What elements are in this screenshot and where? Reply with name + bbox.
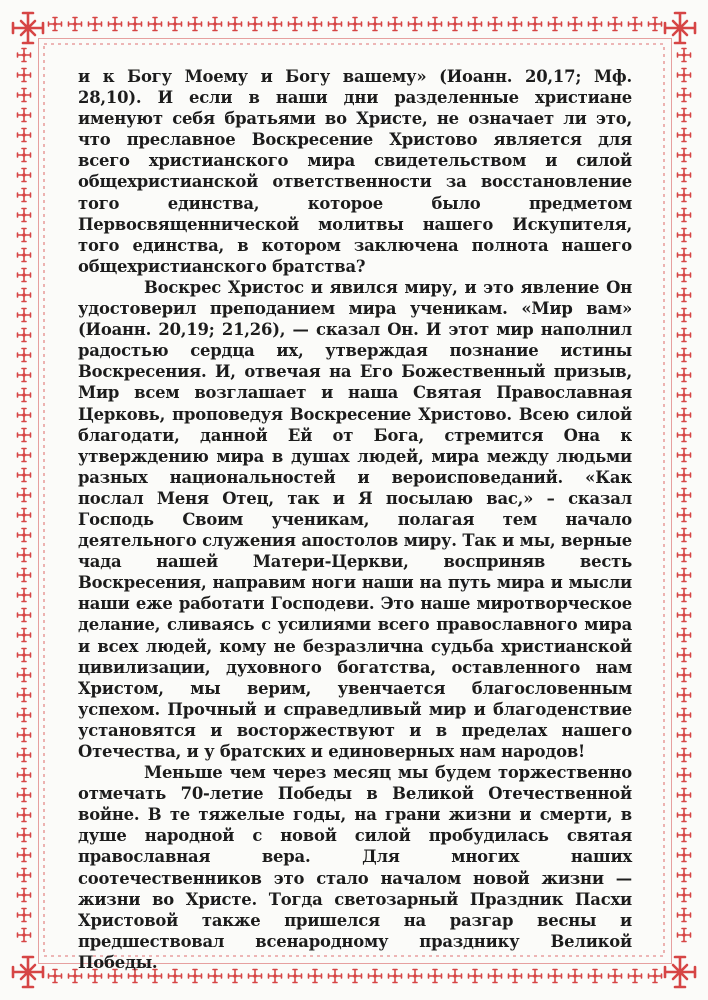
small-cross-icon (678, 729, 691, 742)
small-cross-icon (18, 149, 31, 162)
small-cross-icon (678, 49, 691, 62)
small-cross-icon (18, 789, 31, 802)
small-cross-icon (678, 749, 691, 762)
small-cross-icon (18, 489, 31, 502)
small-cross-icon (289, 18, 302, 31)
corner-cross-icon (13, 13, 43, 43)
small-cross-icon (18, 469, 31, 482)
small-cross-icon (18, 509, 31, 522)
small-cross-icon (678, 69, 691, 82)
small-cross-icon (678, 269, 691, 282)
small-cross-icon (589, 18, 602, 31)
small-cross-icon (18, 889, 31, 902)
small-cross-icon (678, 369, 691, 382)
small-cross-icon (18, 709, 31, 722)
small-cross-icon (18, 909, 31, 922)
small-cross-icon (649, 18, 662, 31)
small-cross-icon (18, 369, 31, 382)
small-cross-icon (18, 569, 31, 582)
small-cross-icon (18, 729, 31, 742)
small-cross-icon (678, 429, 691, 442)
small-cross-icon (18, 609, 31, 622)
small-cross-icon (18, 189, 31, 202)
small-cross-icon (469, 18, 482, 31)
small-cross-icon (678, 249, 691, 262)
small-cross-icon (189, 18, 202, 31)
small-cross-icon (678, 329, 691, 342)
small-cross-icon (18, 209, 31, 222)
small-cross-icon (678, 189, 691, 202)
small-cross-icon (678, 869, 691, 882)
corner-cross-icon (665, 13, 695, 43)
small-cross-icon (678, 389, 691, 402)
small-cross-icon (678, 649, 691, 662)
small-cross-icon (678, 829, 691, 842)
small-cross-icon (678, 349, 691, 362)
small-cross-icon (18, 109, 31, 122)
small-cross-icon (678, 889, 691, 902)
small-cross-icon (18, 249, 31, 262)
small-cross-icon (409, 18, 422, 31)
small-cross-icon (18, 329, 31, 342)
small-cross-icon (509, 18, 522, 31)
small-cross-icon (18, 49, 31, 62)
small-cross-icon (269, 18, 282, 31)
small-cross-icon (309, 18, 322, 31)
small-cross-icon (678, 229, 691, 242)
small-cross-icon (18, 689, 31, 702)
small-cross-icon (678, 409, 691, 422)
small-cross-icon (609, 18, 622, 31)
small-cross-icon (678, 669, 691, 682)
small-cross-icon (389, 18, 402, 31)
small-cross-icon (678, 89, 691, 102)
small-cross-icon (18, 869, 31, 882)
small-cross-icon (429, 18, 442, 31)
small-cross-icon (18, 829, 31, 842)
small-cross-icon (89, 18, 102, 31)
small-cross-icon (229, 18, 242, 31)
small-cross-icon (678, 709, 691, 722)
small-cross-icon (678, 469, 691, 482)
small-cross-icon (18, 389, 31, 402)
small-cross-icon (678, 529, 691, 542)
small-cross-icon (649, 970, 662, 983)
small-cross-icon (49, 970, 62, 983)
small-cross-icon (18, 849, 31, 862)
small-cross-icon (349, 18, 362, 31)
small-cross-icon (678, 449, 691, 462)
small-cross-icon (329, 18, 342, 31)
small-cross-icon (678, 109, 691, 122)
small-cross-icon (18, 309, 31, 322)
small-cross-icon (109, 18, 122, 31)
corner-cross-icon (665, 957, 695, 987)
small-cross-icon (18, 809, 31, 822)
small-cross-icon (678, 909, 691, 922)
small-cross-icon (569, 18, 582, 31)
small-cross-icon (678, 289, 691, 302)
small-cross-icon (18, 89, 31, 102)
small-cross-icon (678, 929, 691, 942)
small-cross-icon (18, 749, 31, 762)
small-cross-icon (18, 169, 31, 182)
corner-cross-icon (13, 957, 43, 987)
small-cross-icon (678, 549, 691, 562)
small-cross-icon (369, 18, 382, 31)
small-cross-icon (18, 429, 31, 442)
small-cross-icon (678, 569, 691, 582)
small-cross-icon (629, 18, 642, 31)
small-cross-icon (18, 69, 31, 82)
paragraph-victory-anniversary: Меньше чем через месяц мы будем торжественно отмечать 70-летие Победы в Великой Отечественной войне. В те тяжелые годы, на грани жизни и смерти, в душе народной с новой силой пробудилась святая православная вера. Для многих наших соотечественников это стало началом новой жизни — жизни во Христе. Тогда светозарный Праздник Пасхи Христовой также пришелся на разгар весны и предшествовал всенародному празднику Великой Победы. (78, 763, 632, 972)
small-cross-icon (169, 18, 182, 31)
small-cross-icon (18, 549, 31, 562)
small-cross-icon (678, 789, 691, 802)
small-cross-icon (69, 18, 82, 31)
paragraph-continuation: и к Богу Моему и Богу вашему» (Иоанн. 20,17; Мф. 28,10). И если в наши дни разделенные христиане именуют себя братьями во Христе, не означает ли это, что преславное Воскресение Христово является для всего христианского мира свидетельством и силой общехристианской ответственности за восстановление того единства, которое было предметом Первосвященнической молитвы нашего Искупителя, того единства, в котором заключена полнота нашего общехристианского братства? (78, 67, 632, 276)
small-cross-icon (18, 669, 31, 682)
small-cross-icon (18, 589, 31, 602)
small-cross-icon (678, 149, 691, 162)
small-cross-icon (678, 809, 691, 822)
small-cross-icon (678, 689, 691, 702)
small-cross-icon (18, 289, 31, 302)
small-cross-icon (18, 629, 31, 642)
small-cross-icon (18, 929, 31, 942)
small-cross-icon (18, 349, 31, 362)
small-cross-icon (678, 489, 691, 502)
small-cross-icon (18, 449, 31, 462)
small-cross-icon (678, 169, 691, 182)
small-cross-icon (678, 309, 691, 322)
small-cross-icon (18, 129, 31, 142)
small-cross-icon (678, 509, 691, 522)
small-cross-icon (49, 18, 62, 31)
small-cross-icon (678, 849, 691, 862)
small-cross-icon (18, 769, 31, 782)
small-cross-icon (678, 589, 691, 602)
small-cross-icon (18, 409, 31, 422)
small-cross-icon (249, 18, 262, 31)
small-cross-icon (129, 18, 142, 31)
small-cross-icon (209, 18, 222, 31)
small-cross-icon (489, 18, 502, 31)
small-cross-icon (678, 209, 691, 222)
small-cross-icon (18, 529, 31, 542)
small-cross-icon (678, 769, 691, 782)
document-body (78, 66, 632, 973)
small-cross-icon (549, 18, 562, 31)
small-cross-icon (678, 629, 691, 642)
small-cross-icon (18, 229, 31, 242)
small-cross-icon (149, 18, 162, 31)
small-cross-icon (18, 269, 31, 282)
small-cross-icon (529, 18, 542, 31)
paragraph-resurrection-peace: Воскрес Христос и явился миру, и это явление Он удостоверил преподанием мира ученикам. «Мир вам» (Иоанн. 20,19; 21,26), — сказал Он. И этот мир наполнил радостью сердца их, утверждая познание истины Воскресения. И, отвечая на Его Божественный призыв, Мир всем возглашает и наша Святая Православная Церковь, проповедуя Воскресение Христово. Всею силой благодати, данной Ей от Бога, стремится Она к утверждению мира в душах людей, мира между людьми разных национальностей и вероисповеданий. «Как послал Меня Отец, так и Я посылаю вас,» – сказал Господь Своим ученикам, полагая тем начало деятельного служения апостолов миру. Так и мы, верные чада нашей Матери-Церкви, восприняв весть Воскресения, направим ноги наши на путь мира и мысли наши еже работати Господеви. Это наше миротворческое делание, сливаясь с усилиями всего православного мира и всех людей, кому не безразлична судьба христианской цивилизации, духовного богатства, оставленного нам Христом, мы верим, увенчается благословенным успехом. Прочный и справедливый мир и благоденствие установятся и восторжествуют и в пределах нашего Отечества, и у братских и единоверных нам народов! (78, 277, 632, 761)
small-cross-icon (18, 649, 31, 662)
small-cross-icon (678, 609, 691, 622)
small-cross-icon (678, 129, 691, 142)
small-cross-icon (449, 18, 462, 31)
